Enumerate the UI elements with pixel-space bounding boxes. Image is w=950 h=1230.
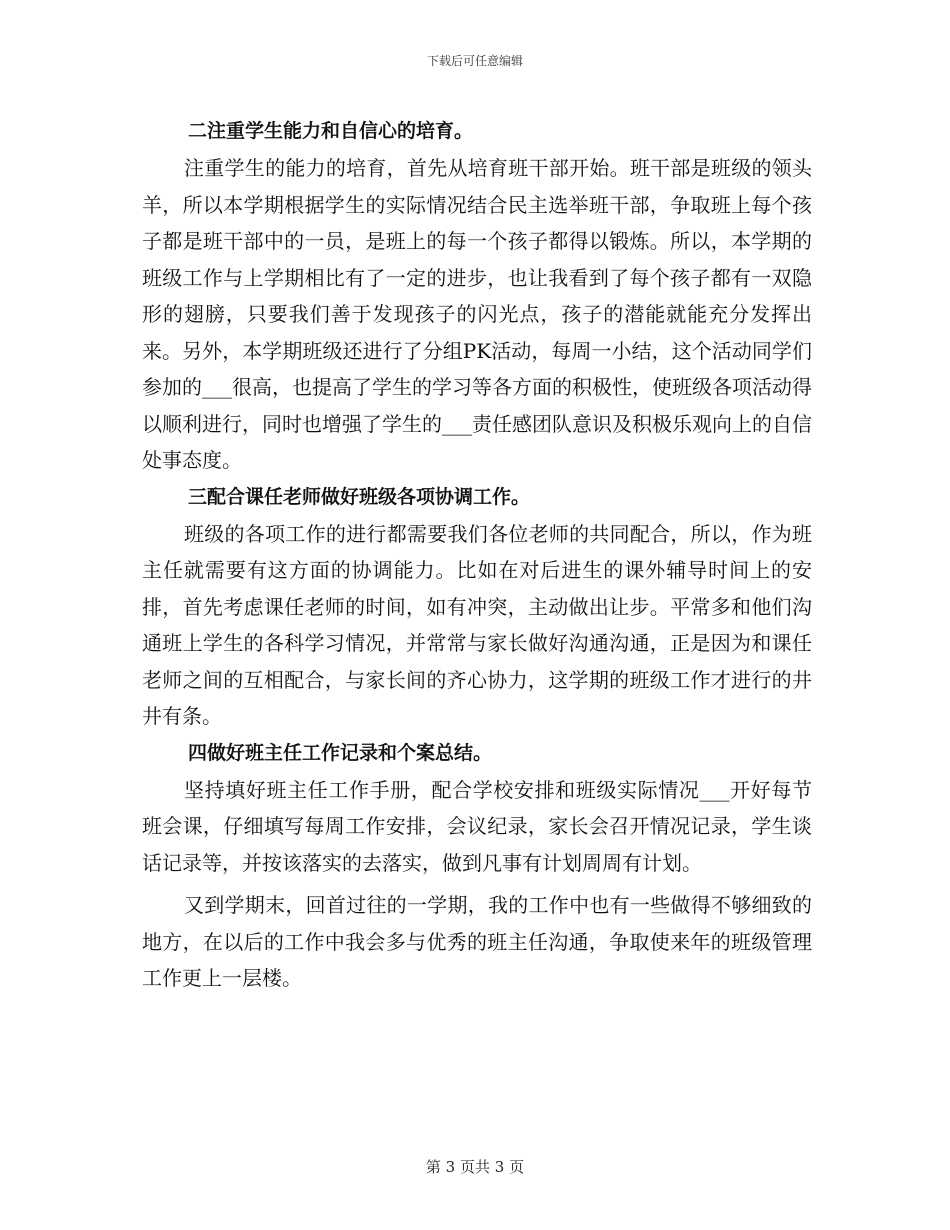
- closing-paragraph: 又到学期末，回首过往的一学期，我的工作中也有一些做得不够细致的地方，在以后的工作中我会多与优秀的班主任沟通，争取使来年的班级管理工作更上一层楼。: [142, 893, 812, 990]
- section-paragraph-coordination: 班级的各项工作的进行都需要我们各位老师的共同配合，所以，作为班主任就需要有这方面的协调能力。比如在对后进生的课外辅导时间上的安排，首先考虑课任老师的时间，如有冲突，主动做出让步。平常多和他们沟通班上学生的各科学习情况，并常常与家长做好沟通沟通，正是因为和课任老师之间的互相配合，与家长间的齐心协力，这学期的班级工作才进行的井井有条。: [142, 521, 812, 728]
- page-number: 第 3 页共 3 页: [425, 1158, 525, 1176]
- section-paragraph-ability: 注重学生的能力的培育，首先从培育班干部开始。班干部是班级的领头羊，所以本学期根据学生的实际情况结合民主选举班干部，争取班上每个孩子都是班干部中的一员，是班上的每一个孩子都得以锻炼。所以，本学期的班级工作与上学期相比有了一定的进步，也让我看到了每个孩子都有一双隐形的翅膀，只要我们善于发现孩子的闪光点，孩子的潜能就能充分发挥出来。另外，本学期班级还进行了分组PK活动，每周一小结，这个活动同学们参加的___很高，也提高了学生的学习等各方面的积极性，使班级各项活动得以顺利进行，同时也增强了学生的___责任感团队意识及积极乐观向上的自信处事态度。: [142, 156, 812, 472]
- section-paragraph-records: 坚持填好班主任工作手册，配合学校安排和班级实际情况___开好每节班会课，仔细填写每周工作安排，会议纪录，家长会召开情况记录，学生谈话记录等，并按该落实的去落实，做到凡事有计划周周有计划。: [142, 777, 812, 875]
- section-heading-ability: 二注重学生能力和自信心的培育。: [188, 120, 474, 142]
- document-body: [142, 113, 812, 997]
- section-heading-records: 四做好班主任工作记录和个案总结。: [188, 741, 493, 764]
- section-heading-coordination: 三配合课任老师做好班级各项协调工作。: [188, 485, 531, 508]
- page-header-note: 下载后可任意编辑: [426, 54, 523, 68]
